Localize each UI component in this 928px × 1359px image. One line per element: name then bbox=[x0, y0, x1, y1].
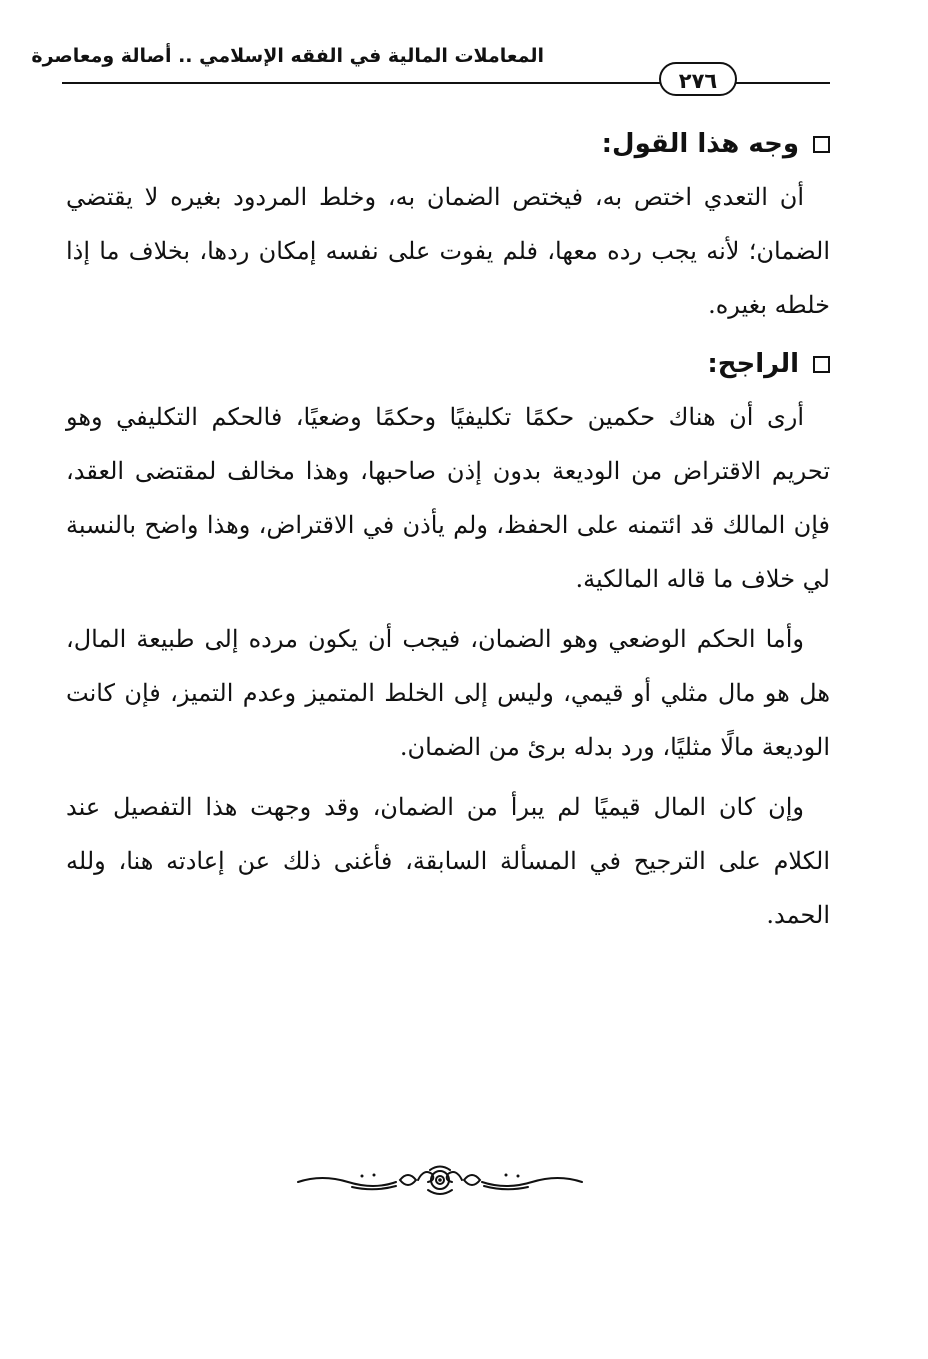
paragraph: أن التعدي اختص به، فيختص الضمان به، وخلط المردود بغيره لا يقتضي الضمان؛ لأنه يجب رده معها، فلم يفوت على نفسه إمكان ردها، بخلاف ما إذا خلطه بغيره. bbox=[66, 183, 830, 319]
checkbox-icon bbox=[813, 356, 830, 373]
section-reasoning bbox=[66, 118, 830, 332]
section-heading-label: الراجح: bbox=[707, 349, 799, 379]
section-heading bbox=[66, 118, 830, 170]
section-heading-label: وجه هذا القول: bbox=[601, 129, 799, 159]
paragraph: وأما الحكم الوضعي وهو الضمان، فيجب أن يكون مرده إلى طبيعة المال، هل هو مال مثلي أو قيمي، وليس إلى الخلط المتميز وعدم التميز، فإن كانت الوديعة مالًا مثليًا، ورد بدله برئ من الضمان. bbox=[66, 625, 830, 761]
section-preferred-opinion bbox=[66, 338, 830, 942]
paragraph: وإن كان المال قيميًا لم يبرأ من الضمان، وقد وجهت هذا التفصيل عند الكلام على الترجيح في المسألة السابقة، فأغنى ذلك عن إعادته هنا، ولله الحمد. bbox=[66, 793, 830, 929]
running-title: المعاملات المالية في الفقه الإسلامي .. أصالة ومعاصرة bbox=[31, 45, 544, 67]
section-heading bbox=[66, 338, 830, 390]
checkbox-icon bbox=[813, 136, 830, 153]
ornament-divider-icon bbox=[292, 1160, 588, 1200]
paragraph: أرى أن هناك حكمين حكمًا تكليفيًا وحكمًا وضعيًا، فالحكم التكليفي وهو تحريم الاقتراض من الوديعة بدون إذن صاحبها، وهذا مخالف لمقتضى العقد، فإن المالك قد ائتمنه على الحفظ، ولم يأذن في الاقتراض، وهذا واضح بالنسبة لي خلاف ما قاله المالكية. bbox=[66, 403, 830, 593]
body-text bbox=[66, 118, 830, 942]
page-number: ٢٧٦ bbox=[659, 62, 737, 96]
